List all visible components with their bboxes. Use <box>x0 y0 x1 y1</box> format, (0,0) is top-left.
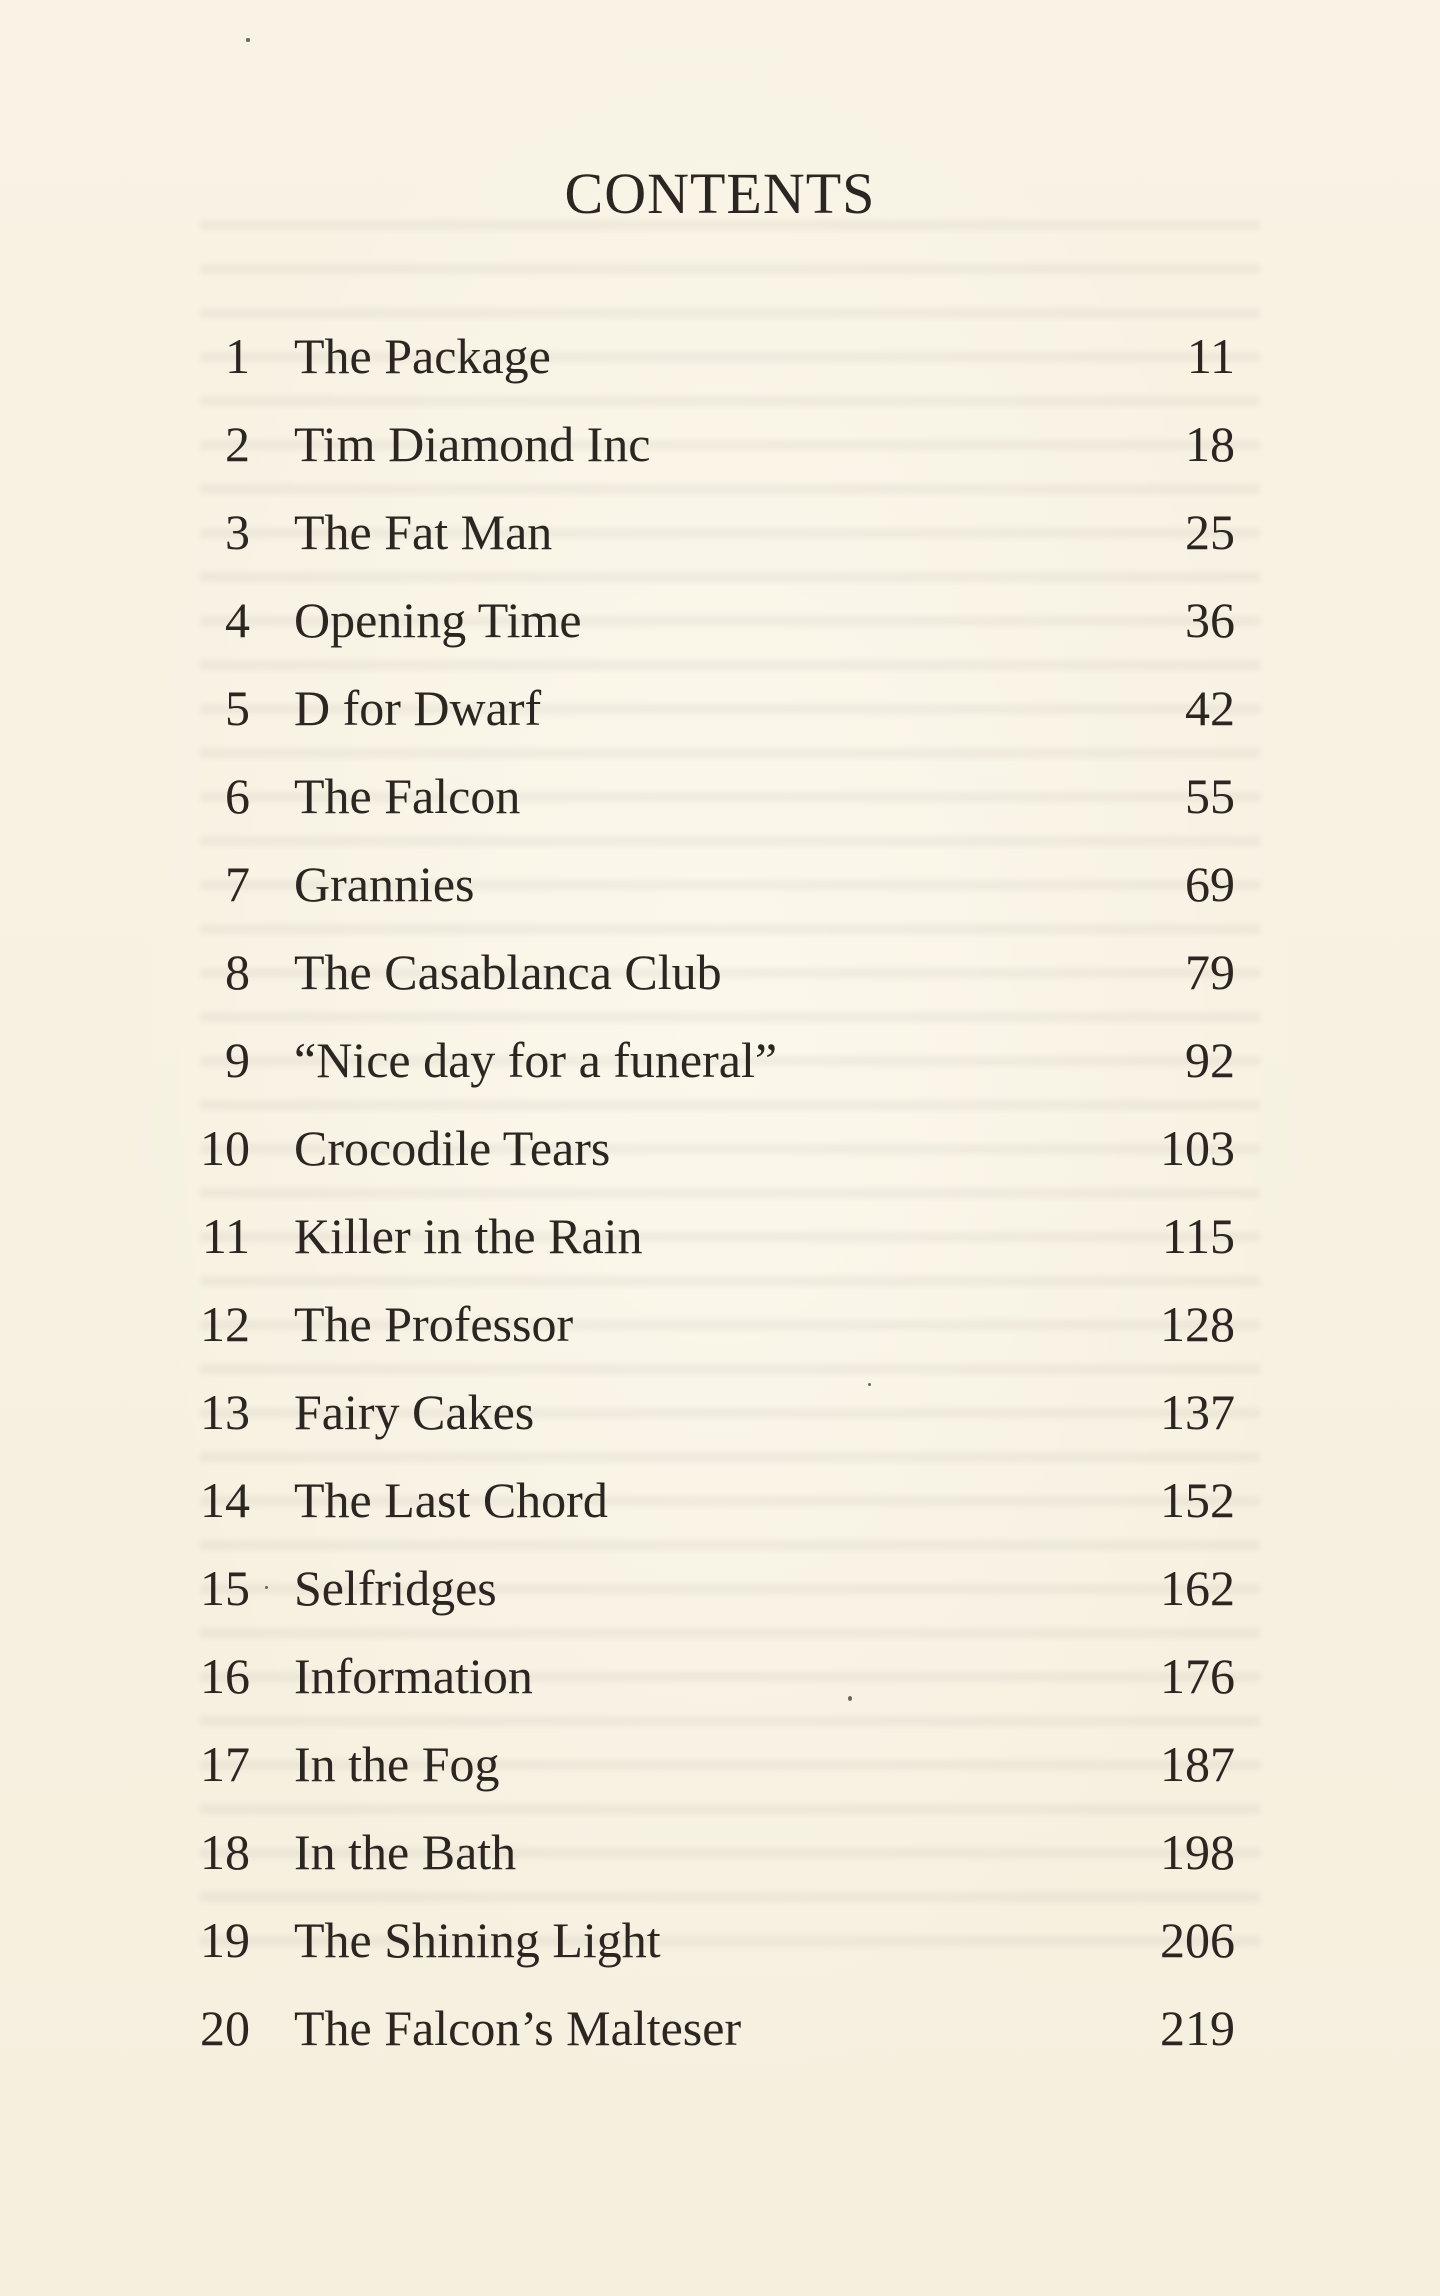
chapter-title: “Nice day for a funeral” <box>294 1032 778 1088</box>
chapter-number: 9 <box>225 1032 250 1088</box>
chapter-number: 20 <box>200 2000 250 2056</box>
chapter-title: The Last Chord <box>294 1472 608 1528</box>
toc-entry <box>0 488 1440 576</box>
chapter-title: The Falcon <box>294 768 521 824</box>
page-number: 79 <box>1185 944 1235 1000</box>
chapter-number: 8 <box>225 944 250 1000</box>
chapter-title: Killer in the Rain <box>294 1208 643 1264</box>
chapter-number: 1 <box>225 328 250 384</box>
chapter-number: 15 <box>200 1560 250 1616</box>
chapter-title: Selfridges <box>294 1560 497 1616</box>
chapter-title: D for Dwarf <box>294 680 542 736</box>
page-number: 187 <box>1160 1736 1235 1792</box>
toc-entry <box>0 840 1440 928</box>
page-number: 69 <box>1185 856 1235 912</box>
toc-entry <box>0 1544 1440 1632</box>
page-number: 11 <box>1186 328 1235 384</box>
chapter-number: 3 <box>225 504 250 560</box>
chapter-title: The Shining Light <box>294 1912 661 1968</box>
chapter-number: 16 <box>200 1648 250 1704</box>
chapter-number: 12 <box>200 1296 250 1352</box>
page-number: 162 <box>1160 1560 1235 1616</box>
toc-entry <box>0 1368 1440 1456</box>
chapter-title: Crocodile Tears <box>294 1120 611 1176</box>
toc-entry <box>0 1808 1440 1896</box>
chapter-number: 18 <box>200 1824 250 1880</box>
chapter-title: In the Bath <box>294 1824 517 1880</box>
chapter-number: 5 <box>225 680 250 736</box>
page-number: 36 <box>1185 592 1235 648</box>
chapter-title: The Fat Man <box>294 504 553 560</box>
toc-entry <box>0 1896 1440 1984</box>
page-number: 152 <box>1160 1472 1235 1528</box>
paper-speck <box>848 1696 852 1701</box>
chapter-title: In the Fog <box>294 1736 500 1792</box>
toc-entry <box>0 312 1440 400</box>
chapter-title: The Casablanca Club <box>294 944 722 1000</box>
page-number: 42 <box>1185 680 1235 736</box>
toc-entry <box>0 1104 1440 1192</box>
chapter-title: The Professor <box>294 1296 574 1352</box>
page-number: 92 <box>1185 1032 1235 1088</box>
toc-entry <box>0 1456 1440 1544</box>
page-number: 206 <box>1160 1912 1235 1968</box>
chapter-number: 4 <box>225 592 250 648</box>
chapter-number: 17 <box>200 1736 250 1792</box>
toc-entry <box>0 752 1440 840</box>
chapter-title: The Falcon’s Malteser <box>294 2000 742 2056</box>
paper-speck <box>246 38 250 42</box>
chapter-number: 11 <box>201 1208 250 1264</box>
toc-entry <box>0 1016 1440 1104</box>
page-number: 198 <box>1160 1824 1235 1880</box>
page-number: 128 <box>1160 1296 1235 1352</box>
toc-entry <box>0 1984 1440 2072</box>
chapter-title: Tim Diamond Inc <box>294 416 651 472</box>
toc-entry <box>0 400 1440 488</box>
toc-entry <box>0 1192 1440 1280</box>
paper-speck <box>265 1586 268 1589</box>
page-number: 176 <box>1160 1648 1235 1704</box>
toc-entry <box>0 576 1440 664</box>
chapter-title: Grannies <box>294 856 475 912</box>
chapter-number: 6 <box>225 768 250 824</box>
chapter-title: Fairy Cakes <box>294 1384 535 1440</box>
chapter-number: 14 <box>200 1472 250 1528</box>
toc-entry <box>0 1720 1440 1808</box>
chapter-number: 7 <box>225 856 250 912</box>
chapter-number: 10 <box>200 1120 250 1176</box>
page-number: 18 <box>1185 416 1235 472</box>
table-of-contents <box>0 312 1440 2072</box>
toc-entry <box>0 928 1440 1016</box>
page-number: 219 <box>1160 2000 1235 2056</box>
chapter-number: 13 <box>200 1384 250 1440</box>
chapter-number: 2 <box>225 416 250 472</box>
contents-heading: CONTENTS <box>564 161 876 226</box>
chapter-number: 19 <box>200 1912 250 1968</box>
page-number: 55 <box>1185 768 1235 824</box>
toc-entry <box>0 1632 1440 1720</box>
page-number: 25 <box>1185 504 1235 560</box>
chapter-title: The Package <box>294 328 551 384</box>
chapter-title: Opening Time <box>294 592 582 648</box>
toc-entry <box>0 1280 1440 1368</box>
chapter-title: Information <box>294 1648 533 1704</box>
toc-entry <box>0 664 1440 752</box>
page-number: 115 <box>1161 1208 1235 1264</box>
paper-speck <box>868 1383 871 1386</box>
page-number: 137 <box>1160 1384 1235 1440</box>
page-number: 103 <box>1160 1120 1235 1176</box>
